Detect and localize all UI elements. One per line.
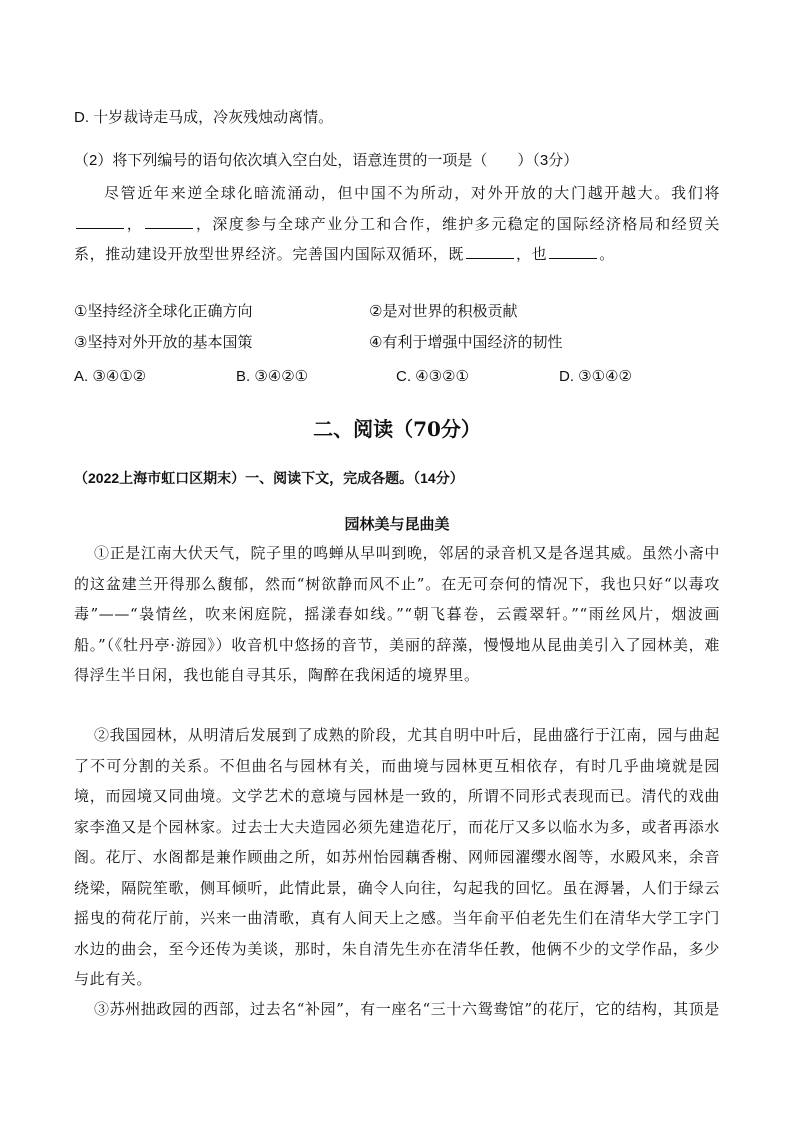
statement-item: ②是对世界的积极贡献 — [369, 303, 518, 320]
passage-sep-1: ， — [126, 214, 144, 233]
passage-sep-2: ，也 — [516, 245, 548, 263]
choice-c[interactable]: C. ④③②① — [396, 368, 469, 385]
choice-b[interactable]: B. ③④②① — [236, 368, 309, 385]
source-line: （2022上海市虹口区期末）一、阅读下文，完成各题。（14分） — [74, 470, 464, 486]
option-d-line: D. 十岁裁诗走马成，冷灰残烛动离情。 — [74, 109, 334, 126]
passage-text-2: ，深度参与全球产业分工和合作，维护多元稳定的国际经济格局和经贸关系，推动建设开放型世界经济。完善国内国际双循环，既 — [74, 214, 720, 263]
statement-item: ①坚持经济全球化正确方向 — [74, 303, 253, 320]
question-2-prompt: （2）将下列编号的语句依次填入空白处，语意连贯的一项是（ ）（3分） — [74, 152, 579, 169]
answer-blank-3[interactable] — [466, 246, 514, 259]
passage-text-1: 尽管近年来逆全球化暗流涌动，但中国不为所动，对外开放的大门越开越大。我们将 — [104, 184, 720, 202]
answer-blank-1[interactable] — [76, 216, 124, 229]
answer-blank-4[interactable] — [549, 246, 597, 259]
section-title: 二、阅读（70分） — [313, 417, 481, 441]
article-paragraph-2: ②我国园林，从明清后发展到了成熟的阶段，尤其自明中叶后，昆曲盛行于江南，园与曲起了不可分割的关系。不但曲名与园林有关，而曲境与园林更互相依存，有时几乎曲境就是园境，而园境又同曲境。文学艺术的意境与园林是一致的，所谓不同形式表现而已。清代的戏曲家李渔又是个园林家。过去士大夫造园必须先建造花厅，而花厅又多以临水为多，或者再添水阁。花厅、水阁都是兼作顾曲之所，如苏州怡园藕香榭、网师园濯缨水阁等，水殿风来，余音绕梁，隔院笙歌，侧耳倾听，此情此景，确令人向往，勾起我的回忆。虽在溽暑，人们于绿云摇曳的荷花厅前，兴来一曲清歌，真有人间天上之感。当年俞平伯老先生们在清华大学工字门水边的曲会，至今还传为美谈，那时，朱自清先生亦在清华任教，他俩不少的文学作品，多少与此有关。 — [74, 726, 720, 988]
article-title: 园林美与昆曲美 — [344, 516, 450, 533]
statement-item: ③坚持对外开放的基本国策 — [74, 334, 253, 351]
fill-in-passage — [74, 178, 720, 270]
choice-a[interactable]: A. ③④①② — [74, 368, 147, 385]
statement-item: ④有利于增强中国经济的韧性 — [369, 334, 563, 351]
article-paragraph-3: ③苏州拙政园的西部，过去名“补园”，有一座名“三十六鸳鸯馆”的花厅，它的结构，其顶是 — [94, 1000, 720, 1018]
passage-end: 。 — [599, 245, 615, 263]
article-paragraph-1: ①正是江南大伏天气，院子里的鸣蝉从早叫到晚，邻居的录音机又是各逞其威。虽然小斋中的这盆建兰开得那么馥郁，然而“树欲静而风不止”。在无可奈何的情况下，我也只好“以毒攻毒”——“袅情丝，吹来闲庭院，摇漾春如线。”“朝飞暮卷，云霞翠轩。”“雨丝风片，烟波画船。”（《牡丹亭·游园》）收音机中悠扬的音节，美丽的辞藻，慢慢地从昆曲美引入了园林美，难得浮生半日闲，我也能自寻其乐，陶醉在我闲适的境界里。 — [74, 544, 720, 684]
choice-d[interactable]: D. ③①④② — [559, 368, 632, 385]
answer-blank-2[interactable] — [145, 216, 193, 229]
